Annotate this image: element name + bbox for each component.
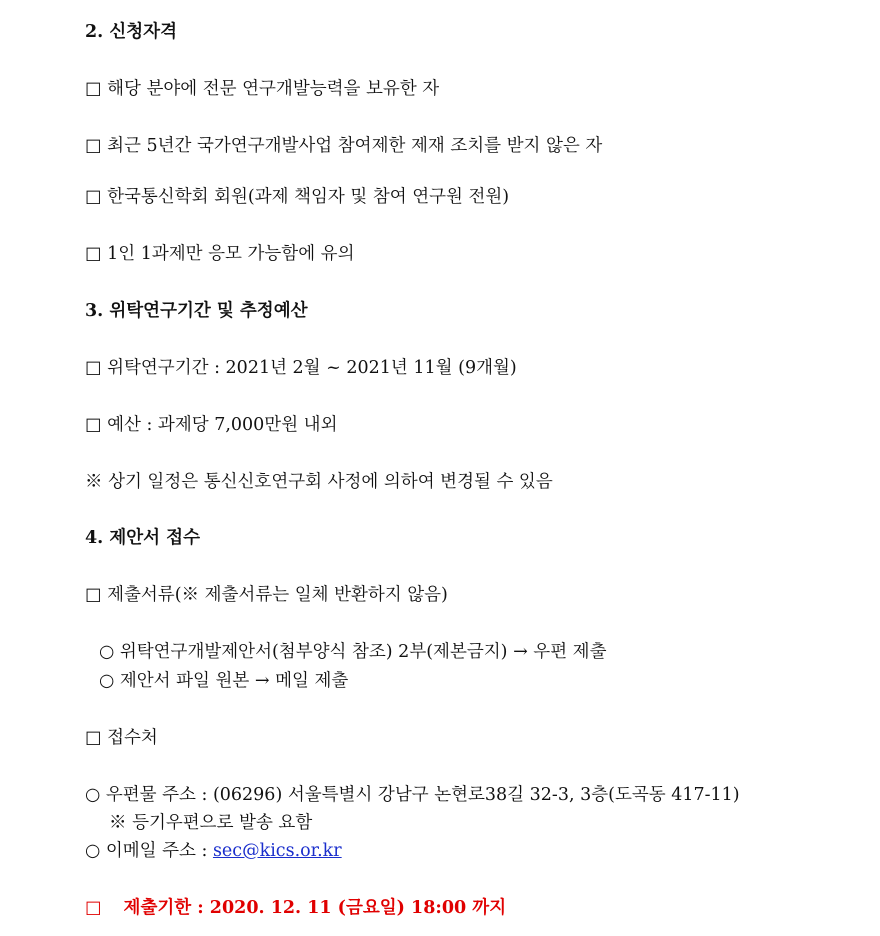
section-3-heading: 3. 위탁연구기간 및 추정예산: [85, 301, 308, 321]
eligibility-item: □ 1인 1과제만 응모 가능함에 유의: [85, 244, 355, 264]
email-link[interactable]: sec@kics.or.kr: [212, 841, 342, 861]
eligibility-item: □ 한국통신학회 회원(과제 책임자 및 참여 연구원 전원): [85, 187, 510, 207]
section-4-heading: 4. 제안서 접수: [85, 528, 200, 548]
deadline-checkbox: □: [85, 898, 102, 918]
schedule-note: ※ 상기 일정은 통신신호연구회 사정에 의하여 변경될 수 있음: [85, 472, 553, 492]
email-label: ○ 이메일 주소 :: [85, 841, 213, 861]
eligibility-item: □ 해당 분야에 전문 연구개발능력을 보유한 자: [85, 79, 440, 99]
section-2-heading: 2. 신청자격: [85, 22, 177, 42]
document-item: ○ 제안서 파일 원본 → 메일 제출: [99, 671, 349, 691]
postal-address: ○ 우편물 주소 : (06296) 서울특별시 강남구 논현로38길 32-3, 3층(도곡동 417-11): [85, 785, 740, 805]
deadline-text: 제출기한 : 2020. 12. 11 (금요일) 18:00 까지: [123, 898, 507, 918]
document-item: ○ 위탁연구개발제안서(첨부양식 참조) 2부(제본금지) → 우편 제출: [99, 642, 607, 662]
postal-note: ※ 등기우편으로 발송 요함: [109, 813, 313, 833]
deadline-line: [85, 897, 506, 919]
email-line: [85, 840, 342, 862]
documents-title: □ 제출서류(※ 제출서류는 일체 반환하지 않음): [85, 585, 448, 605]
period-item: □ 위탁연구기간 : 2021년 2월 ~ 2021년 11월 (9개월): [85, 358, 517, 378]
eligibility-item: □ 최근 5년간 국가연구개발사업 참여제한 제재 조치를 받지 않은 자: [85, 136, 603, 156]
budget-item: □ 예산 : 과제당 7,000만원 내외: [85, 415, 338, 435]
reception-title: □ 접수처: [85, 728, 158, 748]
